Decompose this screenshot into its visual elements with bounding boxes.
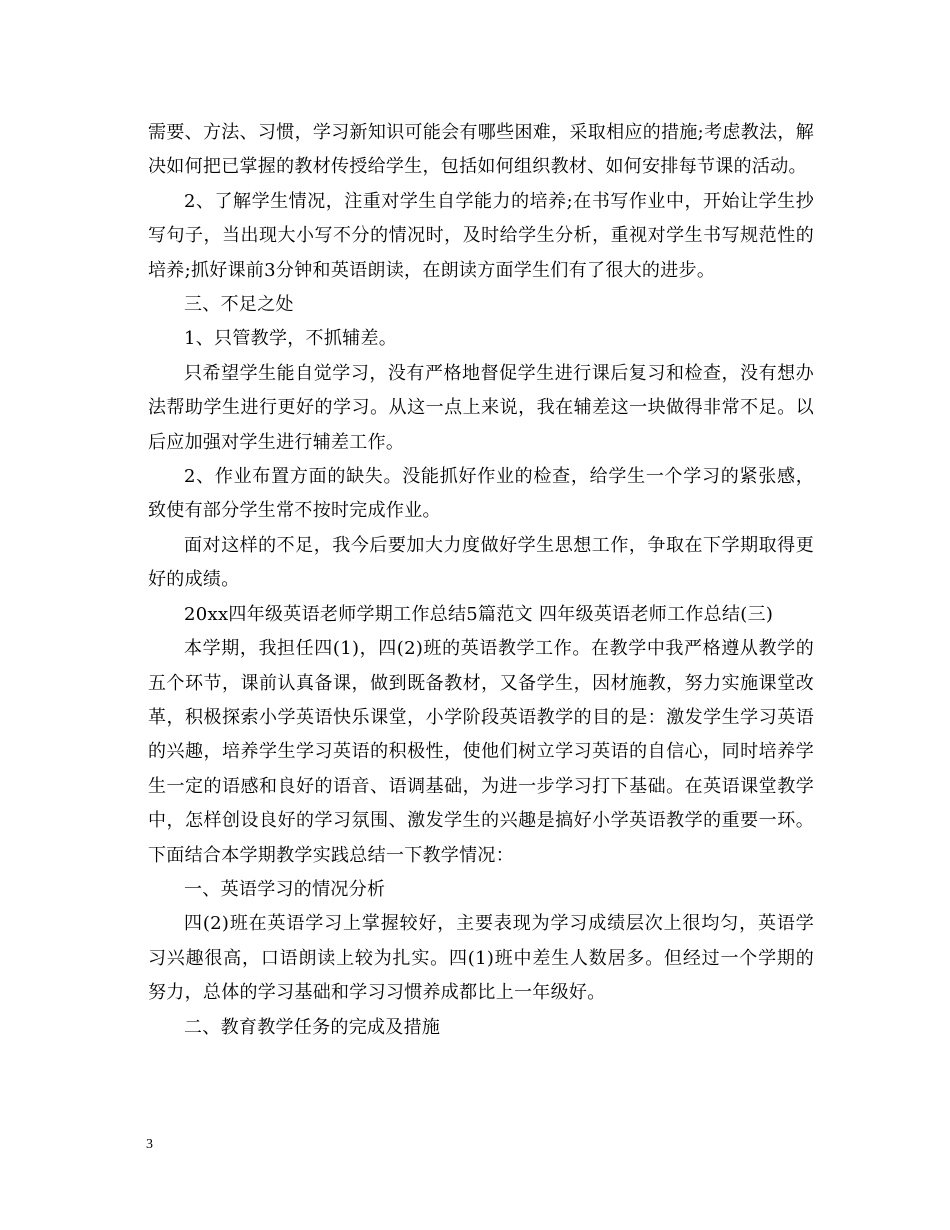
paragraph-7: 面对这样的不足，我今后要加大力度做好学生思想工作，争取在下学期取得更好的成绩。 (148, 534, 814, 591)
section-heading-shortcomings: 三、不足之处 (184, 294, 294, 316)
document-body (148, 116, 814, 1045)
paragraph-6: 2、作业布置方面的缺失。没能抓好作业的检查，给学生一个学习的紧张感，致使有部分学生常不按时完成作业。 (148, 466, 814, 522)
paragraph-4: 1、只管教学，不抓辅差。 (184, 328, 398, 350)
article-title: 20xx四年级英语老师学期工作总结5篇范文 四年级英语老师工作总结(三) (184, 603, 774, 625)
section-heading-tasks: 二、教育教学任务的完成及措施 (184, 1016, 441, 1038)
paragraph-1: 需要、方法、习惯，学习新知识可能会有哪些困难，采取相应的措施;考虑教法，解决如何把已掌握的教材传授给学生，包括如何组织教材、如何安排每节课的活动。 (148, 122, 814, 178)
section-heading-analysis: 一、英语学习的情况分析 (184, 878, 386, 900)
paragraph-11: 四(2)班在英语学习上掌握较好，主要表现为学习成绩层次上很均匀，英语学习兴趣很高，口语朗读上较为扎实。四(1)班中差生人数居多。但经过一个学期的努力，总体的学习基础和学习习惯养成都比上一年级好。 (148, 913, 814, 1004)
paragraph-2: 2、了解学生情况，注重对学生自学能力的培养;在书写作业中，开始让学生抄写句子，当出现大小写不分的情况时，及时给学生分析，重视对学生书写规范性的培养;抓好课前3分钟和英语朗读，在朗读方面学生们有了很大的进步。 (148, 190, 814, 281)
paragraph-5: 只希望学生能自觉学习，没有严格地督促学生进行课后复习和检查，没有想办法帮助学生进行更好的学习。从这一点上来说，我在辅差这一块做得非常不足。以后应加强对学生进行辅差工作。 (148, 362, 814, 453)
paragraph-9: 本学期，我担任四(1)，四(2)班的英语教学工作。在教学中我严格遵从教学的五个环节，课前认真备课，做到既备教材，又备学生，因材施教，努力实施课堂改革，积极探索小学英语快乐课堂，小学阶段英语教学的目的是：激发学生学习英语的兴趣，培养学生学习英语的积极性，使他们树立学习英语的自信心，同时培养学生一定的语感和良好的语音、语调基础，为进一步学习打下基础。在英语课堂教学中，怎样创设良好的学习氛围、激发学生的兴趣是搞好小学英语教学的重要一环。下面结合本学期教学实践总结一下教学情况： (148, 638, 814, 866)
page-number: 3 (146, 1137, 153, 1152)
